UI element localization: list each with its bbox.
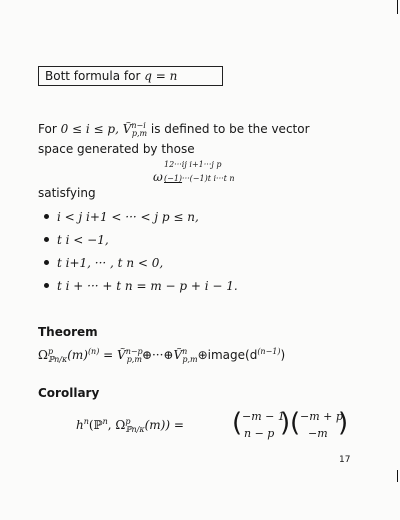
title-label: Bott formula for	[45, 69, 145, 83]
paren-left: (	[232, 408, 243, 438]
conditions-list	[44, 206, 238, 298]
omega-superscript: 12···ij i+1···j p	[164, 160, 222, 169]
theorem-heading: Theorem	[38, 325, 98, 339]
condition-item: t i+1, ··· , t n < 0,	[44, 252, 238, 275]
bullet-icon	[44, 237, 49, 242]
intro-suffix: is defined to be the vector	[147, 122, 310, 136]
page-number: 17	[339, 455, 351, 465]
condition-item: t i + ··· + t n = m − p + i − 1.	[44, 275, 238, 298]
omega-subscript	[164, 174, 235, 183]
condition-item: t i < −1,	[44, 229, 238, 252]
paren-right: )	[338, 408, 349, 438]
theorem-formula: $\Omega^p_{ℙn/\kappa}(m)^{(n)}$ = $Ṽ^{n-p}_{p,m}\oplus\cdot\cdot\cdot\oplus Ṽ^n_{p,m}\oplus image(d^{(n-1)})$	[38, 347, 286, 365]
corollary-formula: $h^n(ℙ^n$, $\Omega^p_{ℙn/\kappa}(m)$) =	[76, 417, 184, 435]
condition-item: i < j i+1 < ··· < j p ≤ n,	[44, 206, 238, 229]
omega-subscript-underlined: (−1)	[164, 174, 183, 183]
binomial-1: ( −m − 1 n − p )	[232, 408, 291, 440]
bullet-icon	[44, 283, 49, 288]
corollary-heading: Corollary	[38, 386, 100, 400]
omega-symbol: ω	[153, 170, 163, 184]
title-box	[38, 66, 223, 86]
intro-line-2: space generated by those	[38, 142, 195, 156]
omega-subscript-rest: ···(−1)t i···t n	[182, 174, 235, 183]
intro-symbol: Ṽ	[122, 122, 132, 136]
intro-symbol-sub: p,m	[131, 129, 148, 139]
bullet-icon	[44, 260, 49, 265]
paren-left: (	[290, 408, 301, 438]
title-math: q = n	[144, 69, 178, 83]
binomial-2: ( −m + p −m )	[290, 408, 349, 440]
intro-prefix: For	[38, 122, 61, 136]
intro-symbol-sup: n−i	[131, 121, 146, 130]
satisfying-label: satisfying	[38, 186, 96, 200]
scan-edge-mark	[397, 470, 398, 482]
scan-edge-mark	[397, 0, 398, 14]
intro-line-1	[38, 121, 310, 139]
bullet-icon	[44, 214, 49, 219]
paren-right: )	[280, 408, 291, 438]
intro-range: 0 ≤ i ≤ p,	[60, 122, 123, 136]
